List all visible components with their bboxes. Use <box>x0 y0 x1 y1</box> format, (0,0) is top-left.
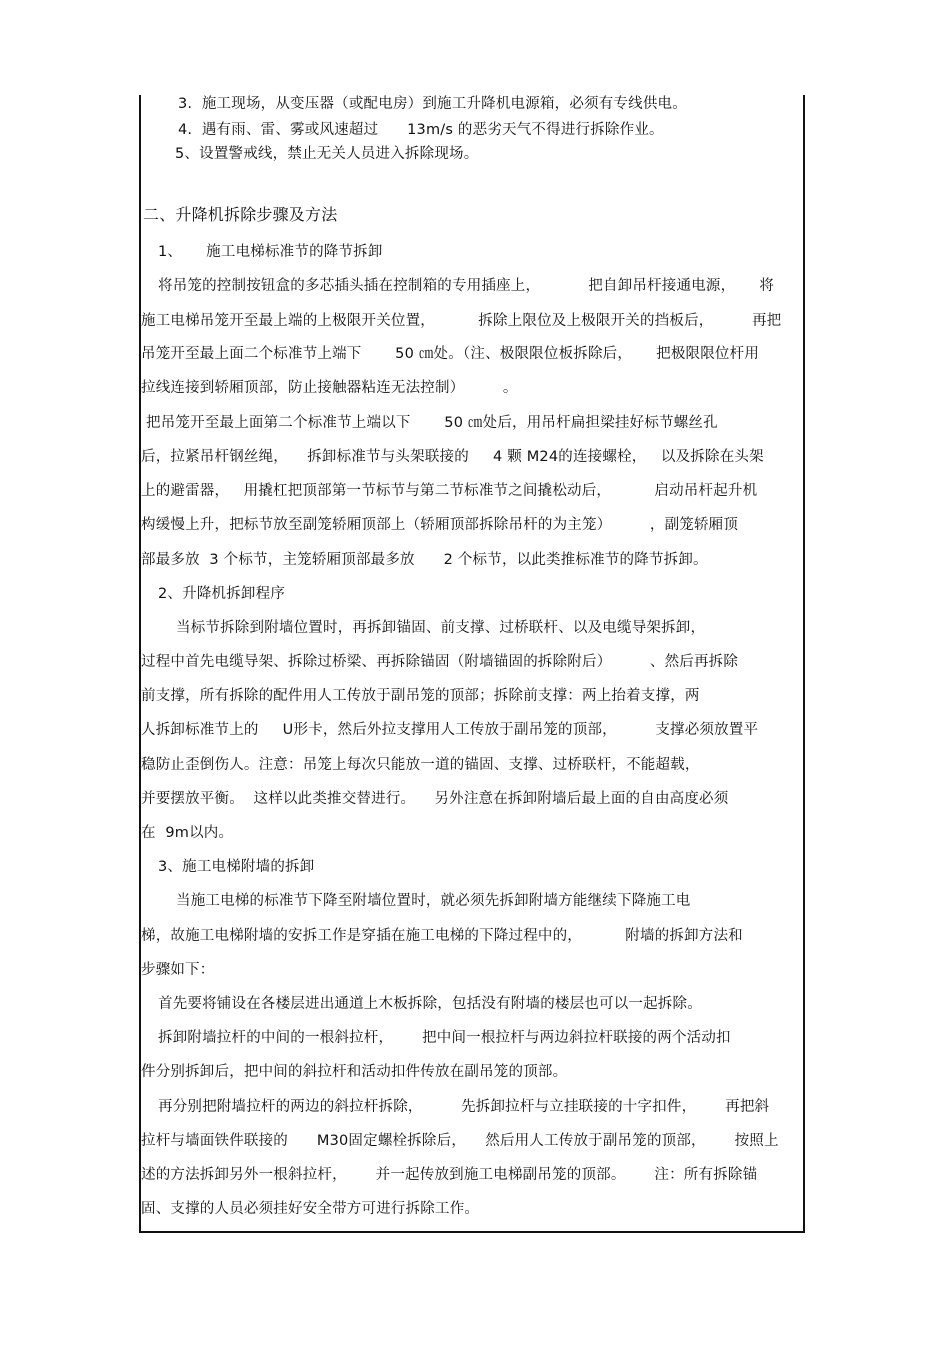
text-line: 构缓慢上升，把标节放至副笼轿厢顶部上（轿厢顶部拆除吊杆的为主笼） ，副笼轿厢顶 <box>141 517 739 533</box>
text-line: 把吊笼开至最上面第二个标准节上端以下 50 ㎝处后，用吊杆扁担梁挂好标节螺丝孔 <box>146 415 718 431</box>
text-line: 3. 施工现场，从变压器（或配电房）到施工升降机电源箱，必须有专线供电。 <box>178 96 687 112</box>
text-line: 在 9m以内。 <box>141 825 234 841</box>
text-line: 梯，故施工电梯附墙的安拆工作是穿插在施工电梯的下降过程中的， 附墙的拆卸方法和 <box>141 928 743 944</box>
text-line: 4. 遇有雨、雷、雾或风速超过 13m/s 的恶劣天气不得进行拆除作业。 <box>178 122 664 138</box>
text-line: 前支撑，所有拆除的配件用人工传放于副吊笼的顶部；拆除前支撑：两上抬着支撑，两 <box>141 688 700 704</box>
subsection-heading: 3、施工电梯附墙的拆卸 <box>158 859 315 875</box>
text-line: 件分别拆卸后，把中间的斜拉杆和活动扣件传放在副吊笼的顶部。 <box>141 1064 568 1080</box>
text-line: 并要摆放平衡。 这样以此类推交替进行。 另外注意在拆卸附墙后最上面的自由高度必须 <box>141 791 729 807</box>
text-line: 后，拉紧吊杆钢丝绳， 拆卸标准节与头架联接的 4 颗 M24的连接螺栓， 以及拆除在头架 <box>141 449 764 465</box>
text-line: 拆卸附墙拉杆的中间的一根斜拉杆， 把中间一根拉杆与两边斜拉杆联接的两个活动扣 <box>158 1030 731 1046</box>
text-line: 吊笼开至最上面二个标准节上端下 50 ㎝处。（注、极限限位板拆除后， 把极限限位杆用 <box>141 346 760 362</box>
text-line: 施工电梯吊笼开至最上端的上极限开关位置， 拆除上限位及上极限开关的挡板后， 再把 <box>141 313 782 329</box>
text-line: 拉线连接到轿厢顶部，防止接触器粘连无法控制） 。 <box>141 380 518 396</box>
text-line: 当施工电梯的标准节下降至附墙位置时，就必须先拆卸附墙方能继续下降施工电 <box>176 893 691 909</box>
text-line: 首先要将铺设在各楼层进出通道上木板拆除，包括没有附墙的楼层也可以一起拆除。 <box>158 996 702 1012</box>
text-line: 再分别把附墙拉杆的两边的斜拉杆拆除， 先拆卸拉杆与立挂联接的十字扣件， 再把斜 <box>158 1099 770 1115</box>
text-line: 5、设置警戒线，禁止无关人员进入拆除现场。 <box>175 146 479 162</box>
text-line: 将吊笼的控制按钮盒的多芯插头插在控制箱的专用插座上， 把自卸吊杆接通电源， 将 <box>158 278 775 294</box>
text-line: 述的方法拆卸另外一根斜拉杆， 并一起传放到施工电梯副吊笼的顶部。 注：所有拆除锚 <box>141 1167 758 1183</box>
text-line: 人拆卸标准节上的 U形卡，然后外拉支撑用人工传放于副吊笼的顶部， 支撑必须放置平 <box>141 722 759 738</box>
text-line: 步骤如下： <box>141 962 215 978</box>
text-line: 过程中首先电缆导架、拆除过桥梁、再拆除锚固（附墙锚固的拆除附后） 、然后再拆除 <box>141 654 739 670</box>
text-line: 固、支撑的人员必须挂好安全带方可进行拆除工作。 <box>141 1201 480 1217</box>
text-line: 部最多放 3 个标节，主笼轿厢顶部最多放 2 个标节，以此类推标准节的降节拆卸。 <box>141 552 708 568</box>
text-line: 上的避雷器， 用撬杠把顶部第一节标节与第二节标准节之间撬松动后， 启动吊杆起升机 <box>141 483 758 499</box>
subsection-heading: 1、 施工电梯标准节的降节拆卸 <box>158 244 383 260</box>
text-line: 当标节拆除到附墙位置时，再拆卸锚固、前支撑、过桥联杆、以及电缆导架拆卸， <box>176 620 706 636</box>
section-heading: 二、升降机拆除步骤及方法 <box>143 205 338 224</box>
text-line: 拉杆与墙面铁件联接的 M30固定螺栓拆除后， 然后用人工传放于副吊笼的顶部， 按照上 <box>141 1133 779 1149</box>
text-line: 稳防止歪倒伤人。注意：吊笼上每次只能放一道的锚固、支撑、过桥联杆，不能超载， <box>141 757 700 773</box>
subsection-heading: 2、升降机拆卸程序 <box>158 586 286 602</box>
